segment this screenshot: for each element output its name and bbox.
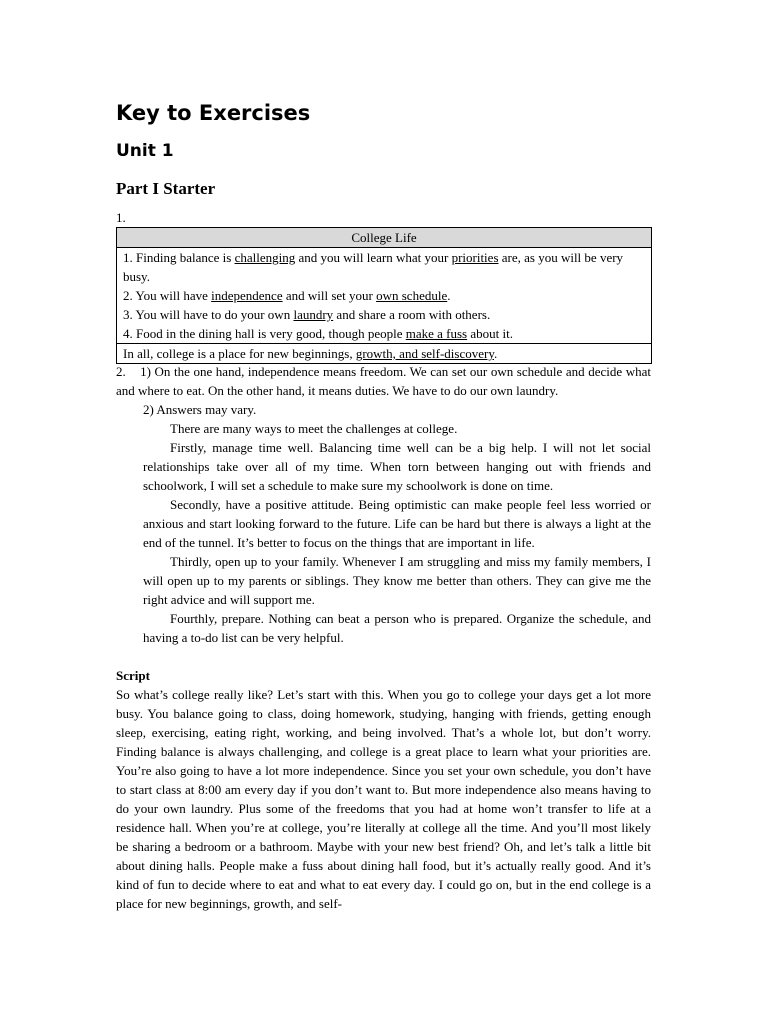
question-2-part-1: 2. 1) On the one hand, independence means freedom. We can set our own schedule and decide what and where to eat. On the other hand, it means duties. We have to do our own laundry. (116, 364, 651, 398)
table-items-cell (117, 248, 652, 344)
question-2-number: 2. (116, 364, 126, 379)
answer-paragraph: Fourthly, prepare. Nothing can beat a person who is prepared. Organize the schedule, and having a to-do list can be very helpful. (143, 611, 651, 645)
answer-blank: laundry (293, 307, 334, 322)
part-heading: Part I Starter (116, 179, 216, 198)
question-1-number: 1. (116, 210, 126, 225)
table-item-3: 3. You will have to do your own laundry and share a room with others. (123, 307, 491, 322)
answer-paragraph: There are many ways to meet the challenges at college. (170, 421, 458, 436)
answer-paragraph: Secondly, have a positive attitude. Being optimistic can make people feel less worried or anxious and start looking forward to the future. Life can be hard but there is always a light at the end of the tunnel. It’s better to focus on the things that are important in life. (143, 497, 651, 550)
answer-paragraph: Thirdly, open up to your family. Whenever I am struggling and miss my family members, I will open up to my parents or siblings. They know me better than others. They can give me the right advice and will support me. (143, 554, 651, 607)
answers-body (116, 362, 651, 913)
question-2-part-2-label: 2) Answers may vary. (143, 402, 257, 417)
table-summary: In all, college is a place for new beginnings, growth, and self-discovery. (117, 344, 652, 364)
script-label: Script (116, 668, 150, 683)
unit-heading: Unit 1 (116, 141, 174, 161)
answer-blank: make a fuss (405, 326, 468, 341)
answer-blank: priorities (451, 250, 499, 265)
answer-paragraph: Firstly, manage time well. Balancing time well can be a big help. I will not let social relationships take over all of my time. When torn between hanging out with friends and schoolwork, I will set a schedule to make sure my schoolwork is done on time. (143, 440, 651, 493)
page-title: Key to Exercises (116, 101, 311, 125)
sample-answer (116, 419, 651, 647)
answer-blank: independence (211, 288, 283, 303)
answer-blank: growth, and self-discovery (355, 346, 494, 361)
table-header: College Life (117, 228, 652, 248)
table-item-1: 1. Finding balance is challenging and you will learn what your priorities are, as you will be very busy. (123, 250, 624, 284)
script-text: So what’s college really like? Let’s start with this. When you go to college your days get a lot more busy. You balance going to class, doing homework, studying, hanging with friends, getting enough sleep, exercising, eating right, working, and being involved. That’s a whole lot, but don’t worry. Finding balance is always challenging, and college is a great place to learn what your priorities are. You’re also going to have a lot more independence. Since you set your own schedule, you don’t have to start class at 8:00 am every day if you don’t want to. But more independence also means having to do your own laundry. Plus some of the freedoms that you had at home won’t transfer to life at a residence hall. When you’re at college, you’re literally at college all the time. And you’ll most likely be sharing a bedroom or a bathroom. Maybe with your new best friend? Oh, and let’s talk a little bit about dining halls. People make a fuss about dining hall food, but it’s actually really good. And it’s kind of fun to decide where to eat and what to eat every day. I could go on, but in the end college is a place for new beginnings, growth, and self- (116, 687, 651, 911)
table-item-4: 4. Food in the dining hall is very good, though people make a fuss about it. (123, 326, 513, 341)
answer-blank: challenging (234, 250, 296, 265)
answer-blank: own schedule (376, 288, 448, 303)
table-item-2: 2. You will have independence and will set your own schedule. (123, 288, 451, 303)
college-life-table (116, 227, 652, 364)
